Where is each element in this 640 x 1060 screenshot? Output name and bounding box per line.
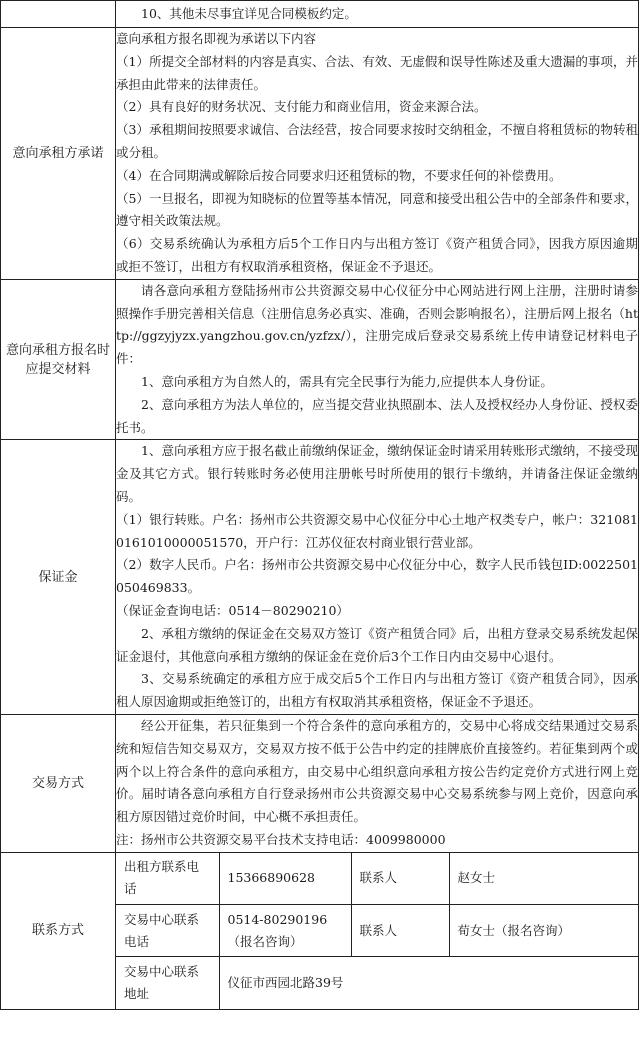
- contact-table: [116, 853, 638, 1009]
- lessor-contact-value: 赵女士: [449, 853, 638, 905]
- row-materials: [1, 279, 639, 440]
- center-address-value: 仪征市西园北路39号: [227, 974, 344, 990]
- other-matters-text: 10、其他未尽事宜详见合同模板约定。: [141, 6, 357, 21]
- trade-support-phone: 注：扬州市公共资源交易平台技术支持电话：4009980000: [116, 831, 446, 847]
- lessor-contact-key: 联系人: [351, 853, 449, 905]
- materials-paragraph-3: 2、意向承租方为法人单位的，应当提交营业执照副本、法人及授权经办人身份证、授权委托书。: [116, 396, 638, 435]
- deposit-content: [116, 440, 639, 715]
- deposit-paragraph-2: 2、承租方缴纳的保证金在交易双方签订《资产租赁合同》后，出租方登录交易系统发起保证金退付，其他意向承租方缴纳的保证金在竞价后3个工作日内由交易中心退付。: [116, 625, 638, 664]
- deposit-label: 保证金: [1, 440, 116, 715]
- center-phone-value: 0514-80290196（报名咨询）: [219, 905, 351, 957]
- row-other-matters: [1, 1, 639, 28]
- contact-row-center-address: [116, 957, 638, 1009]
- contact-label: 联系方式: [1, 852, 116, 1009]
- deposit-query-phone: （保证金查询电话：0514－80290210）: [116, 602, 349, 618]
- commitment-item-1: （1）所提交全部材料的内容是真实、合法、有效、无虚假和误导性陈述及重大遗漏的事项，并承担由此带来的法律责任。: [116, 53, 638, 92]
- other-matters-cell: [116, 1, 639, 28]
- commitment-item-2: （2）具有良好的财务状况、支付能力和商业信用，资金来源合法。: [116, 99, 487, 115]
- contact-row-center-phone: [116, 905, 638, 957]
- commitment-content: [116, 28, 639, 280]
- commitment-item-6: （6）交易系统确认为承租方后5个工作日内与出租方签订《资产租赁合同》，因我方原因逾期或拒不签订，出租方有权取消承租资格，保证金不予退还。: [116, 236, 638, 274]
- deposit-bank-transfer: （1）银行转账。户名：扬州市公共资源交易中心仪征分中心土地产权类专户，帐户：3210810161010000051570，开户行：江苏仪征农村商业银行营业部。: [116, 511, 638, 550]
- row-commitment: [1, 28, 639, 280]
- center-contact-key: 联系人: [351, 905, 449, 957]
- row-contact: [1, 852, 639, 1009]
- commitment-intro: 意向承租方报名即视为承诺以下内容: [116, 31, 317, 46]
- materials-label: 意向承租方报名时应提交材料: [1, 279, 116, 440]
- trade-label: 交易方式: [1, 714, 116, 852]
- center-contact-value: 荀女士（报名咨询）: [449, 905, 638, 957]
- deposit-paragraph-3: 3、交易系统确定的承租方应于成交后5个工作日内与出租方签订《资产租赁合同》，因承租人原因逾期或拒绝签订的，出租方有权取消其承租资格，保证金不予退还。: [116, 671, 638, 710]
- materials-paragraph-1: 请各意向承租方登陆扬州市公共资源交易中心仪征分中心网站进行网上注册，注册时请参照操作手册完善相关信息（注册信息务必真实、准确，否则会影响报名），注册后网上报名（http://ggzyjyzx.yangzhou.gov.cn/yzfzx/），注册完成后登录交易系统上传申请登记材料电子件：: [116, 282, 638, 367]
- lessor-phone-value: 15366890628: [219, 853, 351, 905]
- trade-content: [116, 714, 639, 852]
- lessor-phone-key: 出租方联系电话: [116, 853, 219, 905]
- row-trade-method: [1, 714, 639, 852]
- materials-content: [116, 279, 639, 440]
- contact-row-lessor: [116, 853, 638, 905]
- center-address-key: 交易中心联系地址: [116, 957, 219, 1009]
- deposit-digital-rmb: （2）数字人民币。户名：扬州市公共资源交易中心仪征分中心，数字人民币钱包ID:0022501050469833。: [116, 557, 638, 596]
- contact-content: [116, 852, 639, 1009]
- commitment-item-5: （5）一旦报名，即视为知晓标的位置等基本情况，同意和接受出租公告中的全部条件和要求，遵守相关政策法规。: [116, 190, 638, 229]
- empty-label-cell: [1, 1, 116, 28]
- materials-paragraph-2: 1、意向承租方为自然人的，需具有完全民事行为能力,应提供本人身份证。: [141, 373, 553, 389]
- deposit-paragraph-1: 1、意向承租方应于报名截止前缴纳保证金，缴纳保证金时请采用转账形式缴纳，不接受现金及其它方式。银行转账时务必使用注册帐号时所使用的银行卡缴纳，并请备注保证金缴纳码。: [116, 443, 638, 504]
- center-phone-key: 交易中心联系电话: [116, 905, 219, 957]
- commitment-label: 意向承租方承诺: [1, 28, 116, 280]
- row-deposit: [1, 440, 639, 715]
- commitment-item-4: （4）在合同期满或解除后按合同要求归还租赁标的物，不要求任何的补偿费用。: [116, 167, 562, 183]
- trade-paragraph: 经公开征集，若只征集到一个符合条件的意向承租方的，交易中心将成交结果通过交易系统和短信告知交易双方，交易双方按不低于公告中约定的挂牌底价直接签约。若征集到两个或两个以上符合条件的意向承租方，由交易中心组织意向承租方按公告约定竞价方式进行网上竞价。届时请各意向承租方自行登录扬州市公共资源交易中心交易系统参与网上竞价，因意向承租方原因错过竞价时间，中心概不承担责任。: [116, 717, 638, 825]
- commitment-item-3: （3）承租期间按照要求诚信、合法经营，按合同要求按时交纳租金，不擅自将租赁标的物转租或分租。: [116, 122, 638, 160]
